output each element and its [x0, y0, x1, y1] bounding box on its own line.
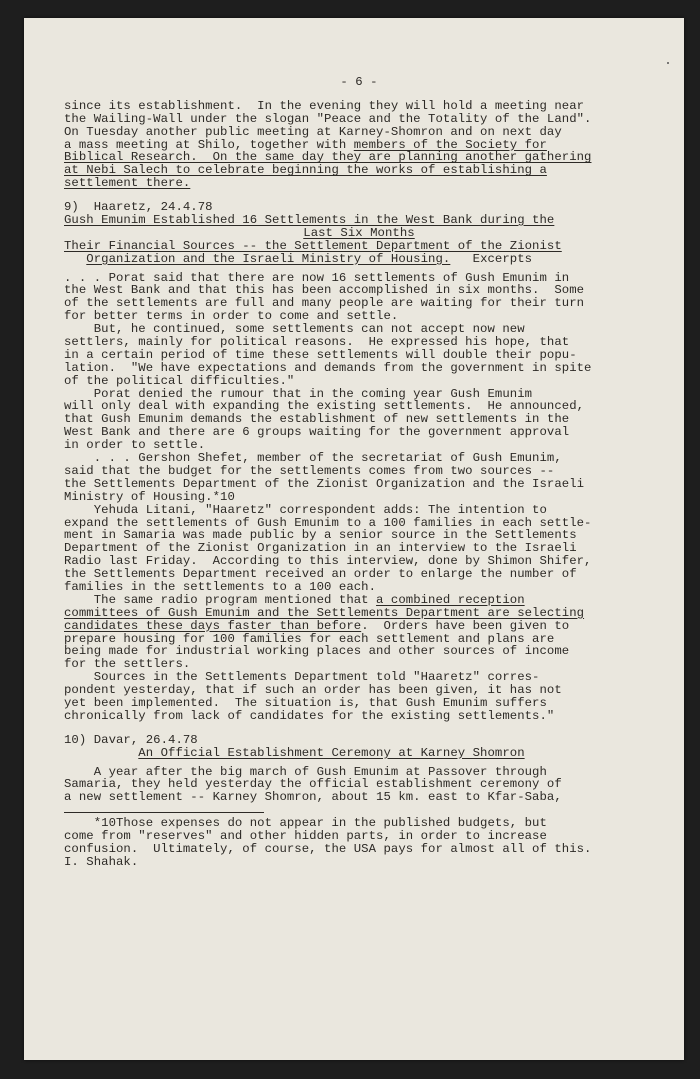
underlined-phrase: a combined reception — [376, 592, 525, 607]
item-header: 9) Haaretz, 24.4.78 — [64, 200, 213, 215]
text-line: But, he continued, some settlements can not accept now new — [64, 322, 525, 337]
item-title: Their Financial Sources -- the Settlement Department of the Zionist — [64, 238, 562, 253]
item-title: An Official Establishment Ceremony at Karney Shomron — [138, 745, 525, 760]
text-line: in order to settle. — [64, 438, 206, 453]
text-line: the Settlements Department of the Zionist Organization and the Israeli — [64, 476, 585, 491]
item-title: Gush Emunim Established 16 Settlements in the West Bank during the — [64, 213, 555, 228]
underlined-phrase: at Nebi Salech to celebrate beginning the works of establishing a — [64, 163, 547, 178]
footnote-line: confusion. Ultimately, of course, the USA pays for almost all of this. — [64, 841, 592, 856]
text-line: a new settlement -- Karney Shomron, about 15 km. east to Kfar-Saba, — [64, 790, 562, 805]
text-line: being made for industrial working places and other sources of income — [64, 644, 570, 659]
text-line: Porat denied the rumour that in the coming year Gush Emunim — [64, 386, 533, 401]
text-line: the West Bank and that this has been accomplished in six months. Some — [64, 283, 585, 298]
text-line: Yehuda Litani, "Haaretz" correspondent adds: The intention to — [64, 502, 547, 517]
paper-speck — [667, 62, 669, 64]
text-line: Department of the Zionist Organization in an interview to the Israeli — [64, 541, 577, 556]
text-line: since its establishment. In the evening they will hold a meeting near — [64, 98, 585, 113]
text-line: settlers, mainly for political reasons. He expressed his hope, that — [64, 335, 570, 350]
footnote-line: I. Shahak. — [64, 854, 139, 869]
footnote-divider — [64, 812, 264, 813]
text-line: for better terms in order to come and settle. — [64, 309, 399, 324]
text-line: prepare housing for 100 families for each settlement and plans are — [64, 631, 555, 646]
item-9 — [64, 201, 654, 723]
item-title: Organization and the Israeli Ministry of Housing. Excerpts — [86, 251, 533, 266]
text-line: A year after the big march of Gush Emunim at Passover through — [64, 764, 547, 779]
text-line: of the political difficulties." — [64, 373, 295, 388]
typed-text-block — [64, 76, 654, 869]
underlined-phrase: candidates these days faster than before — [64, 618, 362, 633]
text-line: chronically from lack of candidates for the existing settlements." — [64, 708, 555, 723]
item-title: Last Six Months — [303, 225, 415, 240]
text-line: in a certain period of time these settlements will double their popu- — [64, 347, 577, 362]
text-line: families in the settlements to a 100 each. — [64, 579, 377, 594]
footnote-line: come from "reserves" and other hidden parts, in order to increase — [64, 829, 547, 844]
underlined-phrase: settlement there. — [64, 176, 191, 191]
text-line: the Wailing-Wall under the slogan "Peace and the Totality of the Land". — [64, 111, 592, 126]
text-line: of the settlements are full and many people are waiting for their turn — [64, 296, 585, 311]
excerpts-label: Excerpts — [472, 251, 533, 266]
text-line — [64, 177, 654, 190]
text-line: for the settlers. — [64, 657, 191, 672]
article-body — [64, 272, 654, 723]
text-line: will only deal with expanding the existing settlements. He announced, — [64, 399, 585, 414]
intro-paragraph — [64, 100, 654, 190]
text-line: On Tuesday another public meeting at Karney-Shomron and on next day — [64, 124, 562, 139]
text-line: a mass meeting at Shilo, together with members of the Society for — [64, 137, 547, 152]
underlined-phrase: members of the Society for — [353, 137, 547, 152]
text-line: The same radio program mentioned that a combined reception — [64, 592, 525, 607]
text-line: expand the settlements of Gush Emunim to a 100 families in each settle- — [64, 515, 592, 530]
text-line: Ministry of Housing.*10 — [64, 489, 235, 504]
item-10 — [64, 734, 654, 804]
page-number: - 6 - — [340, 75, 378, 89]
text-line: said that the budget for the settlements comes from two sources -- — [64, 463, 555, 478]
text-line: the Settlements Department received an order to enlarge the number of — [64, 567, 577, 582]
text-line: West Bank and there are 6 groups waiting for the government approval — [64, 425, 570, 440]
underlined-phrase: committees of Gush Emunim and the Settlements Department are selecting — [64, 605, 585, 620]
text-line: yet been implemented. The situation is, that Gush Emunim suffers — [64, 695, 547, 710]
footnote — [64, 817, 654, 869]
text-line: . . . Porat said that there are now 16 settlements of Gush Emunim in — [64, 270, 570, 285]
text-line: . . . Gershon Shefet, member of the secretariat of Gush Emunim, — [64, 451, 562, 466]
text-line: lation. "We have expectations and demands from the government in spite — [64, 360, 592, 375]
text-line: Sources in the Settlements Department told "Haaretz" corres- — [64, 670, 540, 685]
text-line: ment in Samaria was made public by a senior source in the Settlements — [64, 528, 577, 543]
text-line: pondent yesterday, that if such an order has been given, it has not — [64, 683, 562, 698]
item-header: 10) Davar, 26.4.78 — [64, 732, 198, 747]
text-line: candidates these days faster than before. Orders have been given to — [64, 618, 570, 633]
text-line: Radio last Friday. According to this interview, done by Shimon Shifer, — [64, 554, 592, 569]
text-line: Samaria, they held yesterday the official establishment ceremony of — [64, 777, 562, 792]
footnote-line: *10Those expenses do not appear in the published budgets, but — [64, 816, 547, 831]
underlined-phrase: Biblical Research. On the same day they are planning another gathering — [64, 150, 592, 165]
text-line: that Gush Emunim demands the establishment of new settlements in the — [64, 412, 570, 427]
